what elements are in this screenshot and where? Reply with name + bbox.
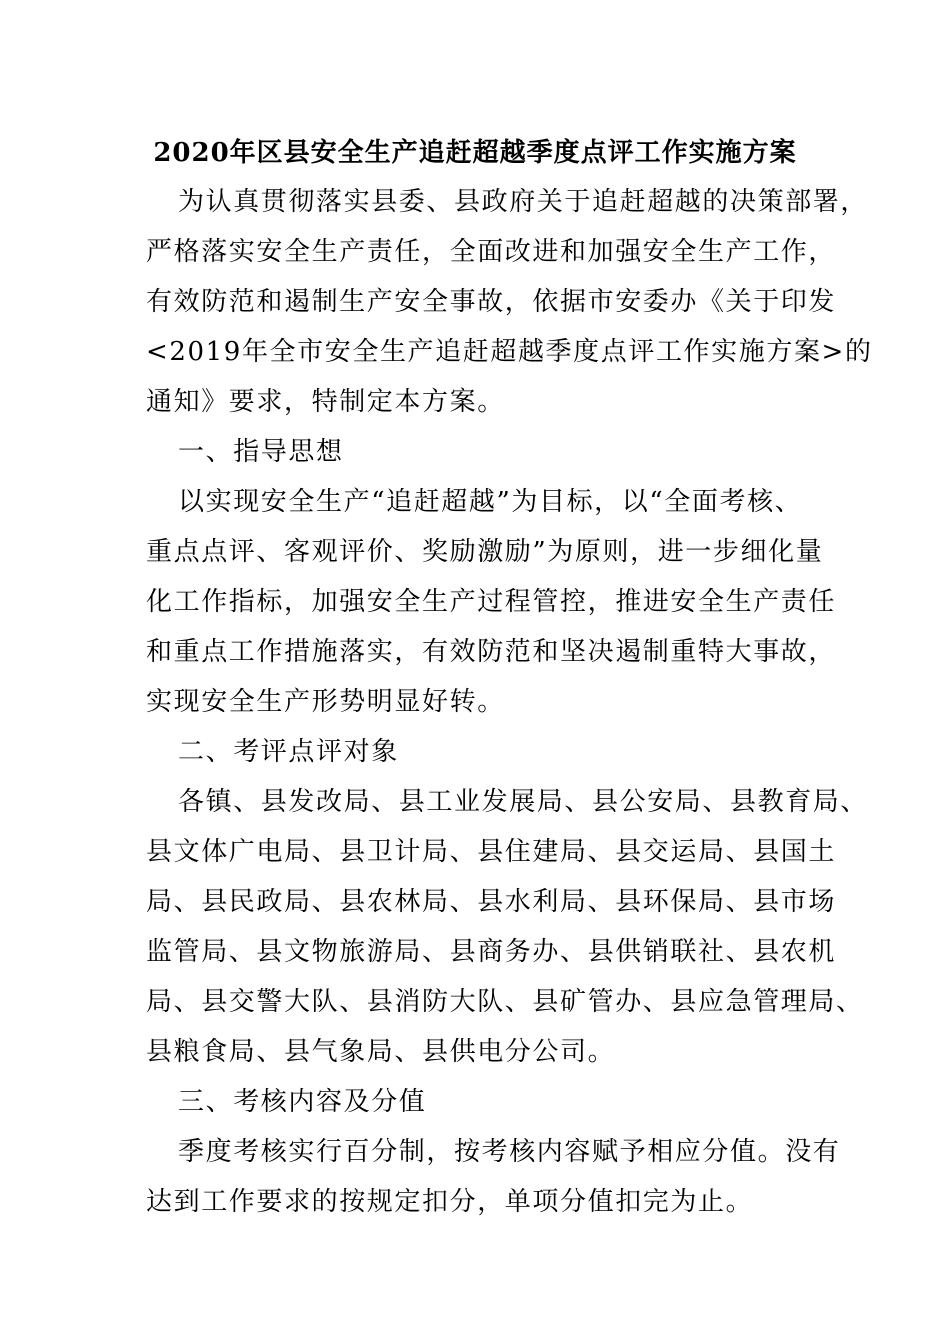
paragraph-line: 县粮食局、县气象局、县供电分公司。 xyxy=(146,1037,616,1067)
paragraph-line: 局、县交警大队、县消防大队、县矿管办、县应急管理局、 xyxy=(146,987,864,1017)
paragraph-line: 以实现安全生产“追赶超越”为目标，以“全面考核、 xyxy=(178,487,803,517)
paragraph-line: 化工作指标，加强安全生产过程管控，推进安全生产责任 xyxy=(146,587,837,617)
paragraph-line: 为认真贯彻落实县委、县政府关于追赶超越的决策部署， xyxy=(178,187,869,217)
section-heading: 二、考评点评对象 xyxy=(178,737,399,767)
section-heading: 三、考核内容及分值 xyxy=(178,1087,427,1117)
paragraph-line: 通知》要求，特制定本方案。 xyxy=(146,387,505,417)
paragraph-line: 有效防范和遏制生产安全事故，依据市安委办《关于印发 xyxy=(146,287,837,317)
paragraph-line: 达到工作要求的按规定扣分，单项分值扣完为止。 xyxy=(146,1187,754,1217)
paragraph-line: 重点点评、客观评价、奖励激励”为原则，进一步细化量 xyxy=(146,537,824,567)
paragraph-line: 严格落实安全生产责任，全面改进和加强安全生产工作， xyxy=(146,237,837,267)
paragraph-line: 实现安全生产形势明显好转。 xyxy=(146,687,505,717)
paragraph-line: 各镇、县发改局、县工业发展局、县公安局、县教育局、 xyxy=(178,787,869,817)
paragraph-line: 和重点工作措施落实，有效防范和坚决遏制重特大事故， xyxy=(146,637,837,667)
paragraph-line: 季度考核实行百分制，按考核内容赋予相应分值。没有 xyxy=(178,1137,841,1167)
document-title: 2020年区县安全生产追赶超越季度点评工作实施方案 xyxy=(153,138,797,168)
paragraph-line: 县文体广电局、县卫计局、县住建局、县交运局、县国土 xyxy=(146,837,837,867)
paragraph-line: 局、县民政局、县农林局、县水利局、县环保局、县市场 xyxy=(146,887,837,917)
paragraph-line: 监管局、县文物旅游局、县商务办、县供销联社、县农机 xyxy=(146,937,837,967)
paragraph-line: <2019年全市安全生产追赶超越季度点评工作实施方案>的 xyxy=(146,337,873,367)
section-heading: 一、指导思想 xyxy=(178,437,344,467)
